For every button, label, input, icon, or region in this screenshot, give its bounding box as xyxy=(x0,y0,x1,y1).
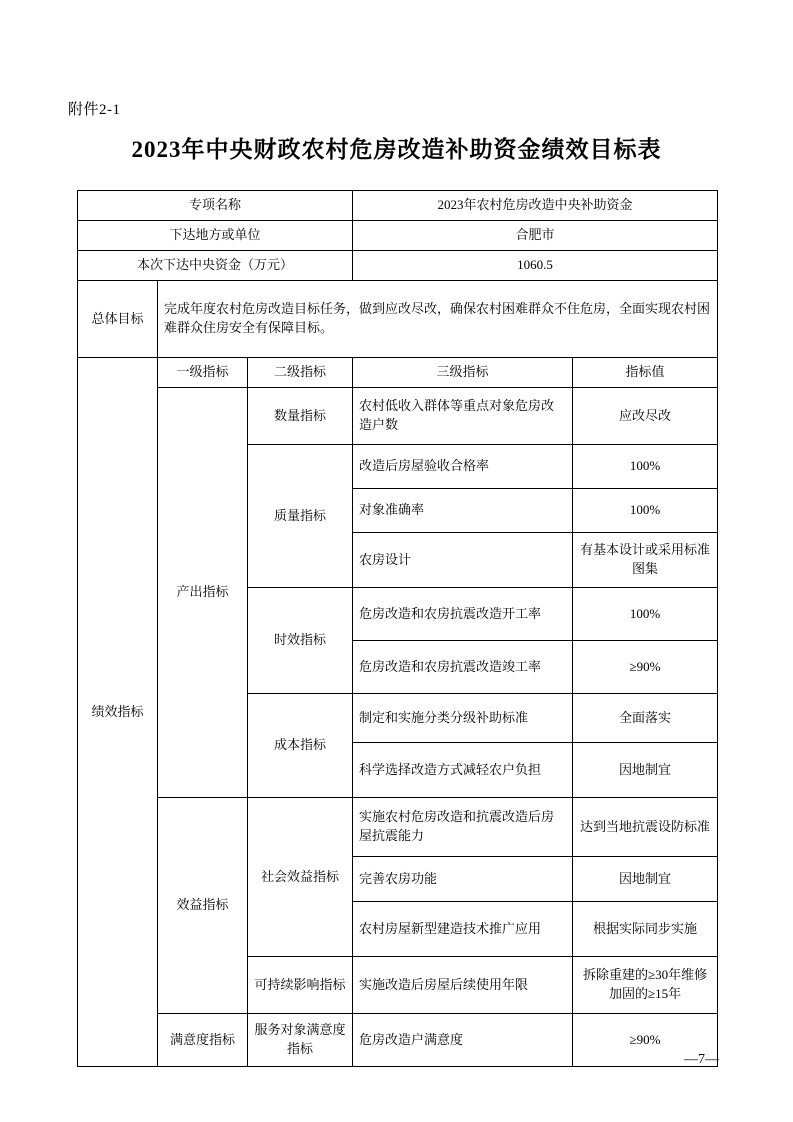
page-title: 2023年中央财政农村危房改造补助资金绩效目标表 xyxy=(131,137,662,162)
level2-timeliness: 时效指标 xyxy=(248,588,353,694)
level3-indicator: 危房改造户满意度 xyxy=(353,1014,573,1067)
special-project-name-value: 2023年农村危房改造中央补助资金 xyxy=(353,191,718,221)
indicator-value: ≥90% xyxy=(573,641,718,694)
table-row xyxy=(78,798,718,857)
level3-indicator: 实施农村危房改造和抗震改造后房屋抗震能力 xyxy=(353,798,573,857)
level3-indicator: 农村房屋新型建造技术推广应用 xyxy=(353,902,573,957)
level3-indicator: 制定和实施分类分级补助标准 xyxy=(353,694,573,743)
overall-goal-text: 完成年度农村危房改造目标任务，做到应改尽改，确保农村困难群众不住危房，全面实现农村困难群众住房安全有保障目标。 xyxy=(158,281,718,358)
indicator-value: 因地制宜 xyxy=(573,857,718,902)
indicator-value: 拆除重建的≥30年维修加固的≥15年 xyxy=(573,957,718,1014)
table-row xyxy=(78,251,718,281)
column-header-level2: 二级指标 xyxy=(248,358,353,388)
level1-output: 产出指标 xyxy=(158,388,248,798)
indicator-value: 应改尽改 xyxy=(573,388,718,445)
table-row xyxy=(78,388,718,445)
level2-cost: 成本指标 xyxy=(248,694,353,798)
overall-goal-label: 总体目标 xyxy=(78,281,158,358)
level3-indicator: 改造后房屋验收合格率 xyxy=(353,445,573,489)
indicator-value: 因地制宜 xyxy=(573,743,718,798)
indicator-value: 有基本设计或采用标准图集 xyxy=(573,533,718,588)
level2-quality: 质量指标 xyxy=(248,445,353,588)
level3-indicator: 农房设计 xyxy=(353,533,573,588)
level3-indicator: 科学选择改造方式减轻农户负担 xyxy=(353,743,573,798)
column-header-level3: 三级指标 xyxy=(353,358,573,388)
table-row xyxy=(78,221,718,251)
indicator-value: 100% xyxy=(573,489,718,533)
level2-social-benefit: 社会效益指标 xyxy=(248,798,353,957)
level3-indicator: 实施改造后房屋后续使用年限 xyxy=(353,957,573,1014)
indicator-value: 100% xyxy=(573,588,718,641)
recipient-value: 合肥市 xyxy=(353,221,718,251)
indicator-value: 根据实际同步实施 xyxy=(573,902,718,957)
performance-goal-table xyxy=(77,190,718,1067)
recipient-label: 下达地方或单位 xyxy=(78,221,353,251)
indicator-value: 达到当地抗震设防标准 xyxy=(573,798,718,857)
fund-amount-label: 本次下达中央资金（万元） xyxy=(78,251,353,281)
level1-satisfaction: 满意度指标 xyxy=(158,1014,248,1067)
performance-label: 绩效指标 xyxy=(78,358,158,1067)
level3-indicator: 对象准确率 xyxy=(353,489,573,533)
page-number: —7— xyxy=(684,1052,719,1067)
indicator-value: ≥90% xyxy=(573,1014,718,1067)
table-row xyxy=(78,358,718,388)
level1-benefit: 效益指标 xyxy=(158,798,248,1014)
level3-indicator: 农村低收入群体等重点对象危房改造户数 xyxy=(353,388,573,445)
level3-indicator: 危房改造和农房抗震改造竣工率 xyxy=(353,641,573,694)
level2-sustainable-impact: 可持续影响指标 xyxy=(248,957,353,1014)
indicator-value: 100% xyxy=(573,445,718,489)
column-header-value: 指标值 xyxy=(573,358,718,388)
level3-indicator: 完善农房功能 xyxy=(353,857,573,902)
special-project-name-label: 专项名称 xyxy=(78,191,353,221)
table-row xyxy=(78,1014,718,1067)
level2-service-satisfaction: 服务对象满意度指标 xyxy=(248,1014,353,1067)
fund-amount-value: 1060.5 xyxy=(353,251,718,281)
level3-indicator: 危房改造和农房抗震改造开工率 xyxy=(353,588,573,641)
attachment-label: 附件2-1 xyxy=(68,102,121,118)
indicator-value: 全面落实 xyxy=(573,694,718,743)
table-row xyxy=(78,191,718,221)
level2-quantity: 数量指标 xyxy=(248,388,353,445)
table-row xyxy=(78,281,718,358)
column-header-level1: 一级指标 xyxy=(158,358,248,388)
